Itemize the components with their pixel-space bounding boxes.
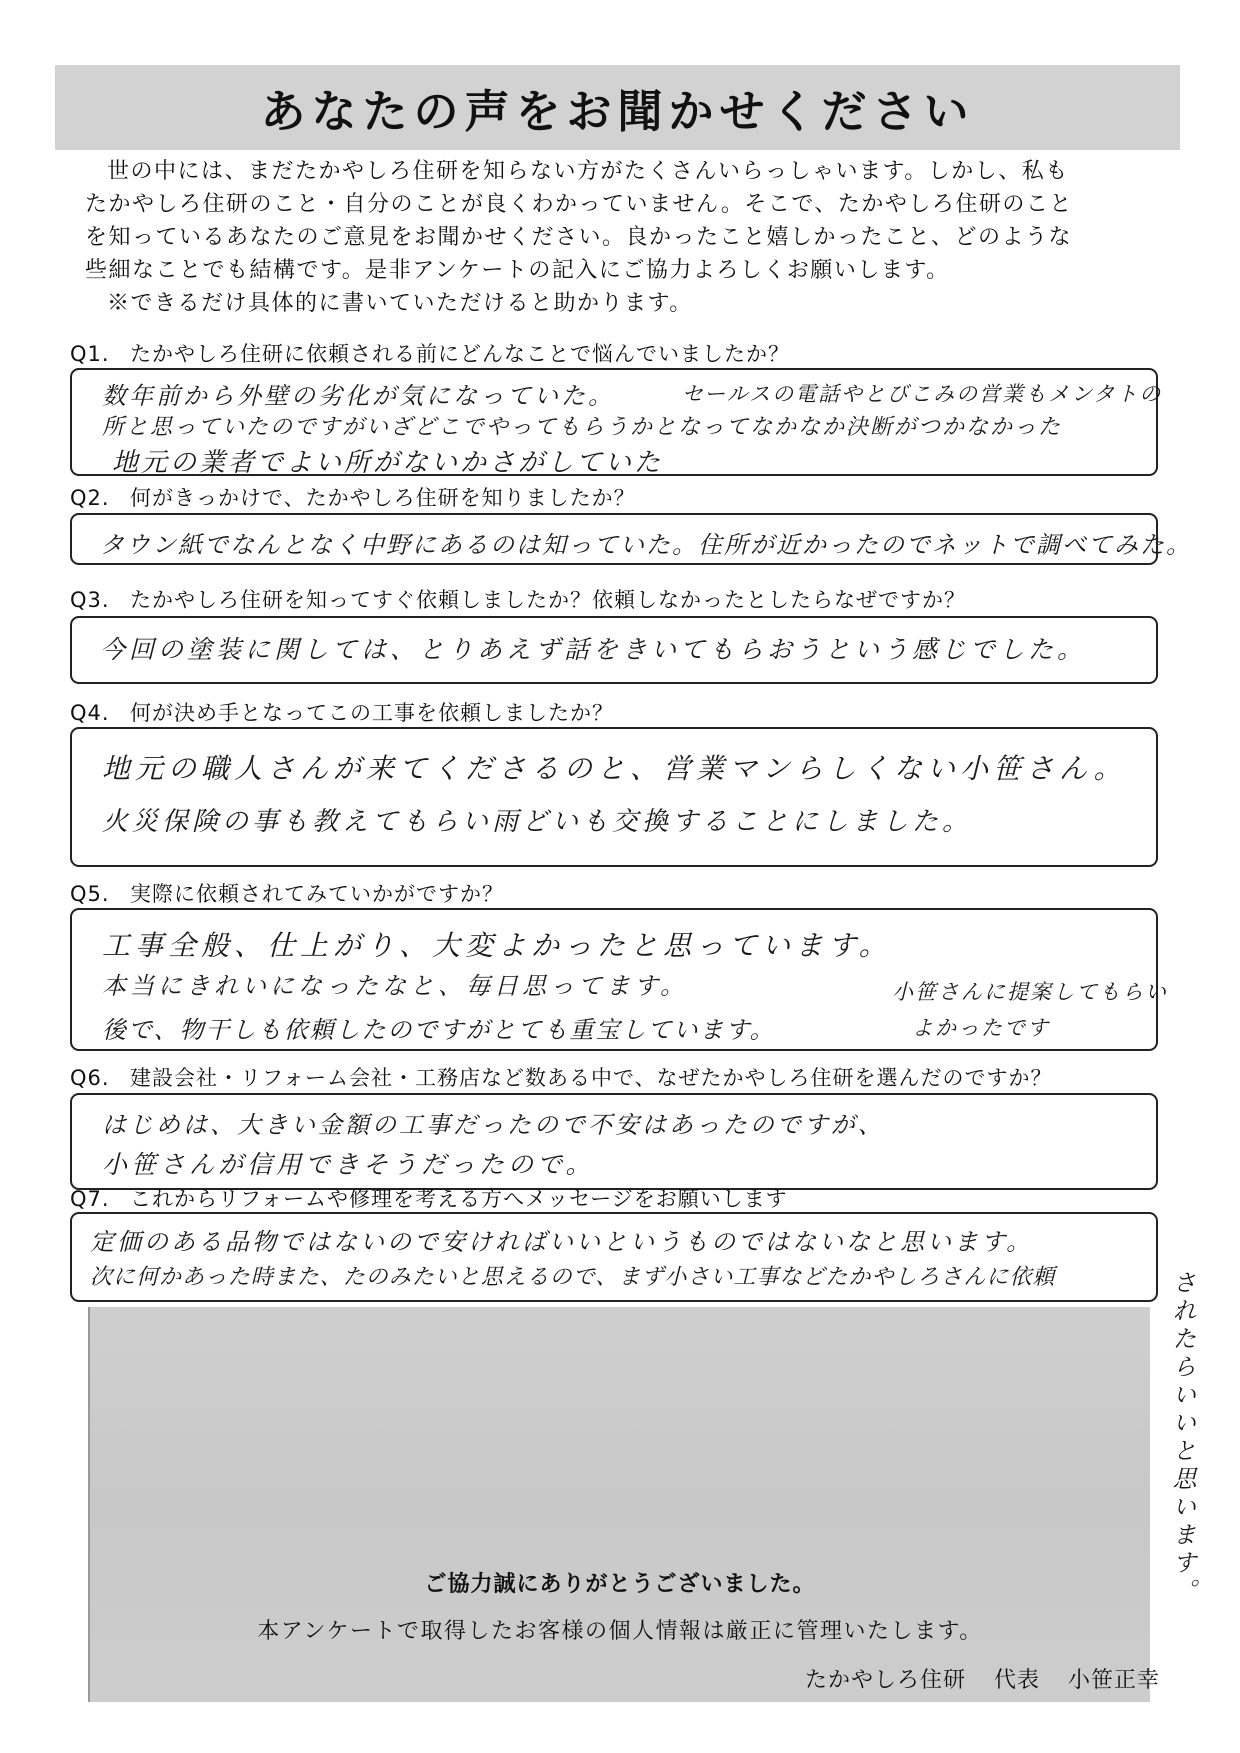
question-text: 何が決め手となってこの工事を依頼しましたか？	[130, 701, 614, 725]
question-number: Q2.	[70, 486, 110, 510]
handwritten-answer: 定価のある品物ではないので安ければいいというものではないなと思います。	[90, 1228, 1034, 1256]
question-2	[70, 482, 636, 512]
intro-line: 些細なことでも結構です。是非アンケートの記入にご協力よろしくお願いします。	[85, 258, 950, 283]
question-text: 建設会社・リフォーム会社・工務店など数ある中で、なぜたかやしろ住研を選んだのですか？	[130, 1066, 1053, 1090]
handwritten-answer: 小笹さんが信用できそうだったので。	[102, 1150, 595, 1179]
answer-box-4	[70, 727, 1158, 867]
question-number: Q4.	[70, 701, 110, 725]
question-6	[70, 1062, 1053, 1092]
handwritten-answer: 本当にきれいになったなと、毎日思ってます。	[102, 972, 689, 1000]
handwritten-answer: よかったです	[912, 1016, 1050, 1040]
page-title: あなたの声をお聞かせください	[260, 85, 975, 138]
question-text: 実際に依頼されてみていかがですか？	[130, 882, 504, 906]
handwritten-answer: 所と思っていたのですがいざどこでやってもらうかとなってなかなか決断がつかなかった	[102, 415, 1063, 440]
handwritten-answer: セールスの電話やとびこみの営業もメンタトの	[682, 382, 1163, 406]
answer-box-3	[70, 616, 1158, 684]
answer-box-6	[70, 1093, 1158, 1190]
question-4	[70, 697, 614, 727]
intro-text	[85, 155, 1185, 320]
intro-line: を知っているあなたのご意見をお聞かせください。良かったこと嬉しかったこと、どのような	[85, 225, 1073, 250]
question-text: たかやしろ住研を知ってすぐ依頼しましたか？依頼しなかったとしたらなぜですか？	[130, 588, 966, 612]
question-text: これからリフォームや修理を考える方へメッセージをお願いします	[130, 1187, 788, 1211]
company-name: たかやしろ住研	[804, 1668, 966, 1693]
question-3	[70, 584, 966, 614]
intro-line: 世の中には、まだたかやしろ住研を知らない方がたくさんいらっしゃいます。しかし、私も	[107, 159, 1069, 184]
question-number: Q6.	[70, 1066, 110, 1090]
question-text: 何がきっかけで、たかやしろ住研を知りましたか？	[130, 486, 636, 510]
signature	[805, 1663, 1160, 1694]
representative-role: 代表	[993, 1668, 1040, 1693]
question-1	[70, 338, 790, 368]
handwritten-answer: 地元の職人さんが来てくださるのと、営業マンらしくない小笹さん。	[102, 752, 1127, 785]
handwritten-answer: 後で、物干しも依頼したのですがとても重宝しています。	[102, 1016, 776, 1044]
privacy-notice: 本アンケートで取得したお客様の個人情報は厳正に管理いたします。	[257, 1619, 983, 1644]
handwritten-answer: はじめは、大きい金額の工事だったので不安はあったのですが、	[102, 1111, 885, 1139]
answer-box-1	[70, 368, 1163, 478]
handwritten-answer: 数年前から外壁の劣化が気になっていた。	[102, 382, 615, 410]
handwritten-answer: 火災保険の事も教えてもらい雨どいも交換することにしました。	[102, 807, 973, 837]
handwritten-answer-continued: されたらいいと思います。	[1168, 1270, 1196, 1606]
question-text: たかやしろ住研に依頼される前にどんなことで悩んでいましたか？	[130, 342, 790, 366]
intro-note: ※できるだけ具体的に書いていただけると助かります。	[107, 291, 693, 316]
answer-box-5	[70, 908, 1168, 1051]
handwritten-answer: 工事全般、仕上がり、大変よかったと思っています。	[102, 929, 892, 962]
question-7	[70, 1183, 788, 1213]
answer-box-2	[70, 513, 1192, 565]
intro-line: たかやしろ住研のこと・自分のことが良くわかっていません。そこで、たかやしろ住研のこと	[85, 192, 1073, 217]
handwritten-answer: タウン紙でなんとなく中野にあるのは知っていた。住所が近かったのでネットで調べてみた。	[100, 531, 1192, 559]
answer-box-7	[70, 1212, 1158, 1302]
question-number: Q7.	[70, 1187, 110, 1211]
handwritten-answer: 今回の塗装に関しては、とりあえず話をきいてもらおうという感じでした。	[100, 635, 1087, 664]
representative-name: 小笹正幸	[1067, 1668, 1160, 1693]
handwritten-answer: 地元の業者でよい所がないかさがしていた	[112, 448, 664, 478]
question-number: Q5.	[70, 882, 110, 906]
question-number: Q1.	[70, 342, 110, 366]
question-5	[70, 878, 504, 908]
title-banner	[55, 65, 1180, 150]
handwritten-answer: 次に何かあった時また、たのみたいと思えるので、まず小さい工事などたかやしろさんに依頼	[90, 1265, 1056, 1290]
question-number: Q3.	[70, 588, 110, 612]
thanks-message: ご協力誠にありがとうございました。	[424, 1572, 816, 1597]
handwritten-answer: 小笹さんに提案してもらい	[892, 980, 1168, 1004]
